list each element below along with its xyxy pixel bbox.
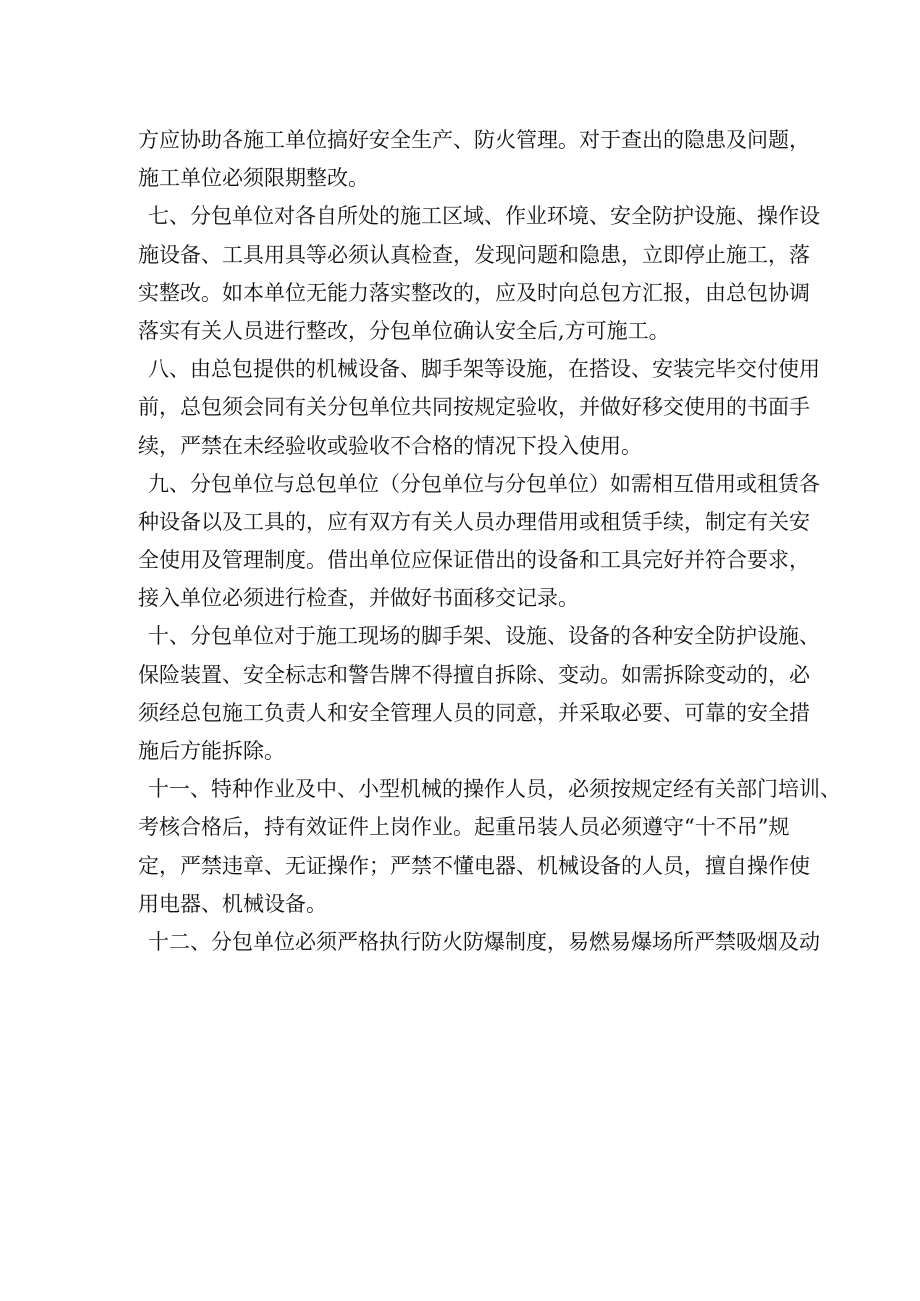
paragraph-9 [138,465,820,618]
text-line: 前，总包须会同有关分包单位共同按规定验收，并做好移交使用的书面手 [138,395,810,420]
text-line: 用电器、机械设备。 [138,891,327,916]
paragraph-continuation [138,121,810,197]
text-line: 七、分包单位对各自所处的施工区域、作业环境、安全防护设施、操作设 [148,204,820,229]
paragraph-10 [138,617,820,770]
text-line: 实整改。如本单位无能力落实整改的，应及时向总包方汇报，由总包协调 [138,280,810,305]
text-line: 施后方能拆除。 [138,739,285,763]
paragraph-12 [138,923,820,961]
text-line: 十二、分包单位必须严格执行防火防爆制度，易燃易爆场所严禁吸烟及动 [148,929,820,954]
text-line: 全使用及管理制度。借出单位应保证借出的设备和工具完好并符合要求， [138,548,810,573]
paragraph-8 [138,350,820,465]
text-line: 施设备、工具用具等必须认真检查，发现问题和隐患，立即停止施工，落 [138,242,810,267]
text-line: 种设备以及工具的，应有双方有关人员办理借用或租赁手续，制定有关安 [138,509,810,534]
text-line: 接入单位必须进行检查，并做好书面移交记录。 [138,586,579,611]
text-line: 考核合格后，持有效证件上岗作业。起重吊装人员必须遵守“十不吊”规 [138,815,790,840]
text-line: 方应协助各施工单位搞好安全生产、防火管理。对于查出的隐患及问题， [138,128,810,152]
text-line: 十、分包单位对于施工现场的脚手架、设施、设备的各种安全防护设施、 [148,624,820,649]
document-body [138,121,841,961]
text-line: 八、由总包提供的机械设备、脚手架等设施，在搭设、安装完毕交付使用 [148,357,820,382]
text-line: 须经总包施工负责人和安全管理人员的同意，并采取必要、可靠的安全措 [138,700,810,725]
text-line: 保险装置、安全标志和警告牌不得擅自拆除、变动。如需拆除变动的，必 [138,662,810,687]
text-line: 定，严禁违章、无证操作；严禁不懂电器、机械设备的人员，擅自操作使 [138,853,810,878]
text-line: 落实有关人员进行整改，分包单位确认安全后,方可施工。 [138,318,670,343]
text-line: 施工单位必须限期整改。 [138,166,369,191]
text-line: 十一、特种作业及中、小型机械的操作人员，必须按规定经有关部门培训、 [148,777,841,802]
text-line: 续，严禁在未经验收或验收不合格的情况下投入使用。 [138,433,642,458]
paragraph-7 [138,197,820,350]
text-line: 九、分包单位与总包单位（分包单位与分包单位）如需相互借用或租赁各 [148,471,820,496]
paragraph-11 [138,770,841,923]
